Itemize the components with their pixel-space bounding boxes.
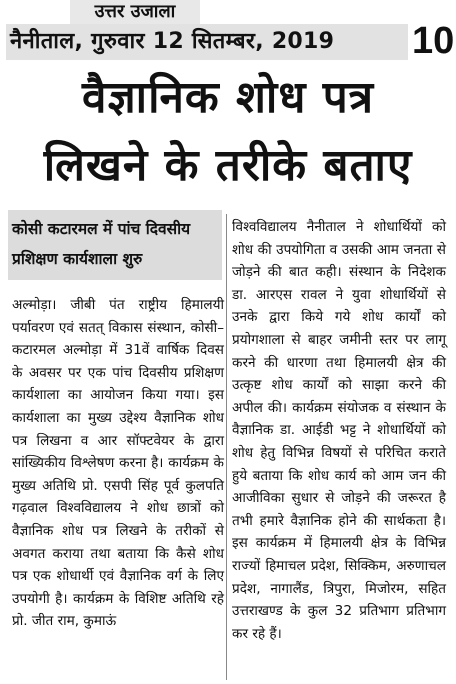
newspaper-name: उत्तर उजाला (70, 0, 200, 26)
page-number: 10 (412, 20, 455, 62)
headline-line-1: वैज्ञानिक शोध पत्र (82, 72, 374, 123)
subheadline: कोसी कटारमल में पांच दिवसीय प्रशिक्षण कार्यशाला शुरु (12, 220, 191, 268)
column-divider (226, 214, 227, 680)
dateline: नैनीताल, गुरुवार 12 सितम्बर, 2019 (6, 24, 408, 60)
article-left-column: अल्मोड़ा। जीबी पंत राष्ट्रीय हिमालयी पर्यावरण एवं सतत् विकास संस्थान, कोसी–कटारमल अल्मोड़ा में 31वें वार्षिक दिवस के अवसर पर एक पांच दिवसीय प्रशिक्षण कार्यशाला का आयोजन किया गया। इस कार्यशाला का मुख्य उद्देश्य वैज्ञानिक शोध पत्र लिखना व आर सॉफ्टवेयर के द्वारा सांख्यिकीय विश्लेषण करना है। कार्यक्रम के मुख्य अतिथि प्रो. एसपी सिंह पूर्व कुलपति गढ़वाल विश्वविद्यालय ने शोध छात्रों को वैज्ञानिक शोध पत्र लिखने के तरीकों से अवगत कराया तथा बताया कि कैसे शोध पत्र एक शोधार्थी एवं वैज्ञानिक वर्ग के लिए उपयोगी है। कार्यक्रम के विशिष्ट अतिथि रहे प्रो. जीत राम, कुमाऊं (12, 297, 224, 630)
article-right-column: विश्वविद्यालय नैनीताल ने शोधार्थियों को शोध की उपयोगिता व उसकी आम जनता से जोड़ने की बात कही। संस्थान के निदेशक डा. आरएस रावल ने युवा शोधार्थियों से उनके द्वारा किये गये शोध कार्यों को प्रयोगशाला से बाहर जमीनी स्तर पर लागू करने की धारणा तथा हिमालयी क्षेत्र की उत्कृष्ट शोध कार्यों को साझा करने की अपील की। कार्यक्रम संयोजक व संस्थान के वैज्ञानिक डा. आईडी भट्ट ने शोधार्थियों को शोध हेतु विभिन्न विषयों से परिचित कराते हुये बताया कि शोध कार्य को आम जन की आजीविका सुधार से जोड़ने की जरूरत है तभी हमारे वैज्ञानिक होने की सार्थकता है। इस कार्यक्रम में हिमालयी क्षेत्र के विभिन्न राज्यों हिमाचल प्रदेश, सिक्किम, अरुणाचल प्रदेश, नागालैंड, त्रिपुरा, मिजोरम, सहित उत्तराखण्ड के कुल 32 प्रतिभाग प्रतिभाग कर रहे हैं। (232, 219, 446, 642)
headline-line-2: लिखने के तरीके बताए (43, 140, 413, 191)
masthead (0, 0, 456, 64)
